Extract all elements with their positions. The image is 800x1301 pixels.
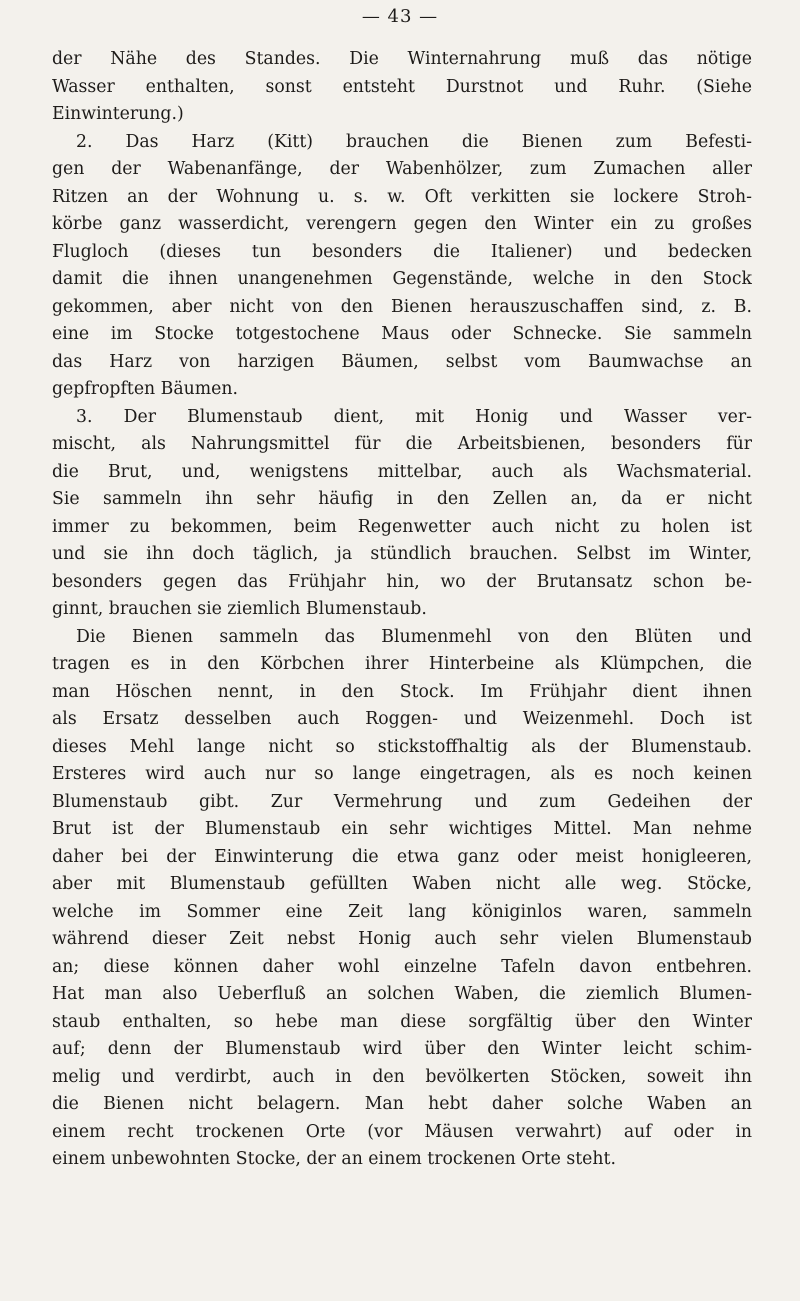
text-line: körbe ganz wasserdicht, verengern gegen den Winter ein zu großes <box>52 214 752 234</box>
text-line: 2. Das Harz (Kitt) brauchen die Bienen zum Befesti- <box>76 131 752 152</box>
text-line: Die Bienen sammeln das Blumenmehl von den Blüten und <box>76 626 752 647</box>
text-line: gepfropften Bäumen. <box>52 379 239 399</box>
text-line: tragen es in den Körbchen ihrer Hinterbeine als Klümpchen, die <box>52 654 752 674</box>
text-line: mischt, als Nahrungsmittel für die Arbeitsbienen, besonders für <box>52 434 752 454</box>
text-line: eine im Stocke totgestochene Maus oder Schnecke. Sie sammeln <box>52 324 752 344</box>
text-line: Ritzen an der Wohnung u. s. w. Oft verkitten sie lockere Stroh- <box>52 186 752 207</box>
text-line: 3. Der Blumenstaub dient, mit Honig und Wasser ver- <box>76 406 752 427</box>
text-line: auf; denn der Blumenstaub wird über den Winter leicht schim- <box>52 1039 752 1059</box>
text-line: Blumenstaub gibt. Zur Vermehrung und zum Gedeihen der <box>52 791 752 812</box>
text-line: die Brut, und, wenigstens mittelbar, auch als Wachsmaterial. <box>52 461 752 482</box>
text-line: aber mit Blumenstaub gefüllten Waben nicht alle weg. Stöcke, <box>52 874 752 894</box>
text-line: staub enthalten, so hebe man diese sorgfältig über den Winter <box>52 1011 752 1032</box>
text-line: das Harz von harzigen Bäumen, selbst vom Baumwachse an <box>52 351 752 372</box>
text-line: Hat man also Ueberfluß an solchen Waben, die ziemlich Blumen- <box>52 984 752 1004</box>
text-line: melig und verdirbt, auch in den bevölkerten Stöcken, soweit ihn <box>52 1066 752 1087</box>
page-number: — 43 — <box>361 6 439 27</box>
text-line: Wasser enthalten, sonst entsteht Durstnot und Ruhr. (Siehe <box>52 76 752 97</box>
text-line: Brut ist der Blumenstaub ein sehr wichtiges Mittel. Man nehme <box>52 819 752 839</box>
text-line: an; diese können daher wohl einzelne Tafeln davon entbehren. <box>52 956 752 977</box>
text-line: der Nähe des Standes. Die Winternahrung muß das nötige <box>52 49 752 69</box>
text-line: als Ersatz desselben auch Roggen- und Weizenmehl. Doch ist <box>52 709 752 729</box>
text-line: welche im Sommer eine Zeit lang königinlos waren, sammeln <box>52 901 752 922</box>
text-line: die Bienen nicht belagern. Man hebt daher solche Waben an <box>52 1094 752 1114</box>
text-line: dieses Mehl lange nicht so stickstoffhaltig als der Blumenstaub. <box>52 736 752 757</box>
text-line: Ersteres wird auch nur so lange eingetragen, als es noch keinen <box>52 764 752 784</box>
text-line: daher bei der Einwinterung die etwa ganz oder meist honigleeren, <box>52 846 752 867</box>
text-line: während dieser Zeit nebst Honig auch sehr vielen Blumenstaub <box>52 929 752 949</box>
text-line: ginnt, brauchen sie ziemlich Blumenstaub. <box>52 599 427 619</box>
text-line: und sie ihn doch täglich, ja stündlich brauchen. Selbst im Winter, <box>52 544 752 564</box>
text-line: gekommen, aber nicht von den Bienen herauszuschaffen sind, z. B. <box>52 296 752 317</box>
text-line: man Höschen nennt, in den Stock. Im Frühjahr dient ihnen <box>52 681 752 702</box>
text-line: einem unbewohnten Stocke, der an einem trockenen Orte steht. <box>52 1149 616 1169</box>
text-line: immer zu bekommen, beim Regenwetter auch nicht zu holen ist <box>52 516 752 537</box>
text-line: Sie sammeln ihn sehr häufig in den Zellen an, da er nicht <box>52 489 752 509</box>
text-line: gen der Wabenanfänge, der Wabenhölzer, zum Zumachen aller <box>52 159 752 179</box>
text-line: einem recht trockenen Orte (vor Mäusen verwahrt) auf oder in <box>52 1121 752 1142</box>
text-line: Flugloch (dieses tun besonders die Italiener) und bedecken <box>52 241 752 262</box>
text-line: besonders gegen das Frühjahr hin, wo der Brutansatz schon be- <box>52 571 752 592</box>
body-text <box>52 46 752 1174</box>
text-line: damit die ihnen unangenehmen Gegenstände, welche in den Stock <box>52 269 752 289</box>
text-line: Einwinterung.) <box>52 104 184 124</box>
